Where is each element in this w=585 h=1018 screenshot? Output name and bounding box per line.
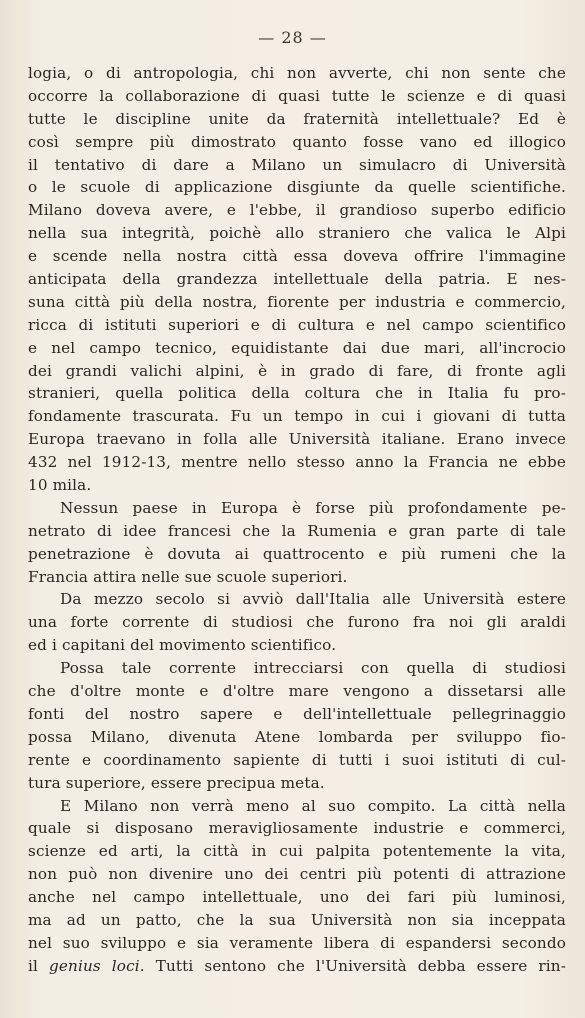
text-line: nel suo sviluppo e sia veramente libera di espandersi secondo	[28, 933, 566, 952]
text-line: non può non divenire uno dei centri più potenti di attrazione	[28, 865, 566, 884]
text-line: così sempre più dimostrato quanto fosse vano ed illogico	[28, 132, 566, 151]
text-line: Milano doveva avere, e l'ebbe, il grandioso superbo edificio	[28, 201, 566, 220]
text-line: suna città più della nostra, fiorente per industria e commercio,	[28, 292, 566, 311]
text-line: che d'oltre monte e d'oltre mare vengono a dissetarsi alle	[28, 682, 566, 701]
text-line: ma ad un patto, che la sua Università non sia inceppata	[28, 910, 566, 929]
text-line: tura superiore, essere precipua meta.	[28, 773, 325, 792]
text-line: dei grandi valichi alpini, è in grado di fare, di fronte agli	[28, 361, 566, 380]
text-line: possa Milano, divenuta Atene lombarda per sviluppo fio-	[28, 727, 566, 746]
text-line: stranieri, quella politica della coltura che in Italia fu pro-	[28, 384, 566, 403]
text-line: netrato di idee francesi che la Rumenia e gran parte di tale	[28, 521, 566, 540]
text-line: occorre la collaborazione di quasi tutte le scienze e di quasi	[28, 86, 566, 105]
text-line: e scende nella nostra città essa doveva offrire l'immagine	[28, 247, 566, 266]
text-line: tutte le discipline unite da fraternità intellettuale? Ed è	[28, 109, 566, 128]
page-number: — 28 —	[258, 28, 327, 47]
text-line: una forte corrente di studiosi che furono fra noi gli araldi	[28, 613, 566, 632]
text-line: penetrazione è dovuta ai quattrocento e più rumeni che la	[28, 544, 566, 563]
text-line-final	[28, 955, 566, 978]
text-line: E Milano non verrà meno al suo compito. La città nella	[60, 796, 566, 815]
text-line: 432 nel 1912-13, mentre nello stesso anno la Francia ne ebbe	[28, 453, 566, 472]
text-line: o le scuole di applicazione disgiunte da quelle scientifiche.	[28, 178, 566, 197]
text-line: e nel campo tecnico, equidistante dai due mari, all'incrocio	[28, 338, 566, 357]
text-line: Da mezzo secolo si avviò dall'Italia alle Università estere	[60, 590, 566, 609]
text-line: 10 mila.	[28, 476, 92, 495]
final-line-start: il	[28, 956, 49, 975]
text-line: Europa traevano in folla alle Università italiane. Erano invece	[28, 430, 566, 449]
body-text	[28, 62, 566, 978]
text-line: anche nel campo intellettuale, uno dei fari più luminosi,	[28, 888, 566, 907]
text-line: rente e coordinamento sapiente di tutti i suoi istituti di cul-	[28, 750, 566, 769]
text-line: fondamente trascurata. Fu un tempo in cui i giovani di tutta	[28, 407, 566, 426]
text-line: ed i capitani del movimento scientifico.	[28, 636, 337, 655]
text-line: Francia attira nelle sue scuole superiori.	[28, 567, 348, 586]
text-line: il tentativo di dare a Milano un simulacro di Università	[28, 155, 566, 174]
text-line: fonti del nostro sapere e dell'intellettuale pellegrinaggio	[28, 704, 566, 723]
final-line-end: . Tutti sentono che l'Università debba essere rin-	[139, 956, 566, 975]
text-line: anticipata della grandezza intellettuale della patria. E nes-	[28, 270, 566, 289]
italic-phrase: genius loci	[49, 956, 140, 975]
text-line: scienze ed arti, la città in cui palpita potentemente la vita,	[28, 842, 566, 861]
text-line: nella sua integrità, poichè allo straniero che valica le Alpi	[28, 224, 566, 243]
text-line: logia, o di antropologia, chi non avverte, chi non sente che	[28, 64, 566, 82]
text-line: quale si disposano meravigliosamente industrie e commerci,	[28, 819, 566, 838]
text-line: Nessun paese in Europa è forse più profondamente pe-	[60, 498, 566, 517]
text-line: Possa tale corrente intrecciarsi con quella di studiosi	[60, 659, 566, 678]
text-line: ricca di istituti superiori e di cultura e nel campo scientifico	[28, 315, 566, 334]
